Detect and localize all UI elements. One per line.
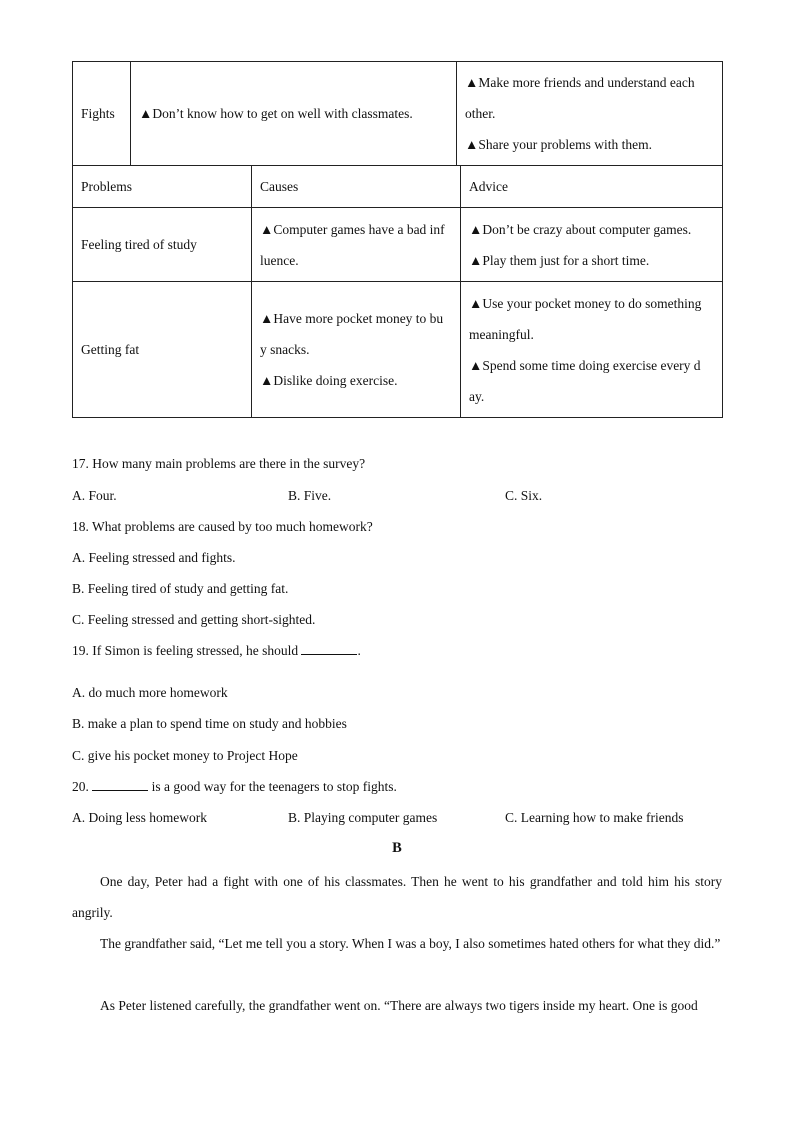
question-17-stem: 17. How many main problems are there in the survey? xyxy=(72,456,366,471)
advice-line: ▲Share your problems with them. xyxy=(465,137,652,152)
advice-cell xyxy=(461,282,723,418)
table-row xyxy=(73,62,723,166)
q17-option-a: A. Four. xyxy=(72,488,117,503)
cause-cell xyxy=(252,282,461,418)
header-advice: Advice xyxy=(461,166,723,208)
section-heading: B xyxy=(392,840,402,856)
answer-blank[interactable] xyxy=(92,777,148,791)
advice-line: meaningful. xyxy=(469,326,534,342)
advice-line: ▲Don’t be crazy about computer games. xyxy=(469,221,692,237)
answer-blank[interactable] xyxy=(301,641,357,655)
table-header-row xyxy=(73,166,723,208)
q19-stem-text: 19. If Simon is feeling stressed, he should xyxy=(72,643,299,658)
advice-line: ay. xyxy=(469,388,485,404)
problem-cell: Fights xyxy=(73,62,131,166)
q20-option-c: C. Learning how to make friends xyxy=(505,810,684,825)
q20-number: 20. xyxy=(72,779,89,794)
cause-line: ▲Dislike doing exercise. xyxy=(260,373,398,388)
q19-option-c: C. give his pocket money to Project Hope xyxy=(72,748,298,763)
q18-option-b: B. Feeling tired of study and getting fat. xyxy=(72,581,289,596)
advice-line: ▲Spend some time doing exercise every d xyxy=(469,357,701,373)
q19-option-b: B. make a plan to spend time on study and hobbies xyxy=(72,716,347,731)
q18-option-a: A. Feeling stressed and fights. xyxy=(72,550,236,565)
advice-line: ▲Use your pocket money to do something xyxy=(469,295,702,311)
fights-table xyxy=(72,61,723,166)
advice-line: ▲Play them just for a short time. xyxy=(469,252,650,268)
q19-stem-end: . xyxy=(357,643,361,658)
cause-line: y snacks. xyxy=(260,342,310,357)
cause-line: luence. xyxy=(260,252,299,268)
question-18-stem: 18. What problems are caused by too much homework? xyxy=(72,519,373,534)
cause-cell: ▲Don’t know how to get on well with classmates. xyxy=(131,62,457,166)
table-row xyxy=(73,208,723,282)
advice-cell xyxy=(457,62,723,166)
header-problems: Problems xyxy=(73,166,252,208)
problems-table xyxy=(72,165,723,418)
q19-option-a: A. do much more homework xyxy=(72,685,228,700)
passage-paragraph: One day, Peter had a fight with one of his classmates. Then he went to his grandfather and told him his story angrily. xyxy=(72,874,722,920)
advice-line: other. xyxy=(465,106,496,121)
q20-option-b: B. Playing computer games xyxy=(288,810,438,825)
header-causes: Causes xyxy=(252,166,461,208)
q18-option-c: C. Feeling stressed and getting short-sighted. xyxy=(72,612,316,627)
cause-cell xyxy=(252,208,461,282)
q20-stem-text: is a good way for the teenagers to stop fights. xyxy=(151,779,397,794)
passage-paragraph: The grandfather said, “Let me tell you a story. When I was a boy, I also sometimes hated others for what they did.” xyxy=(100,936,721,951)
question-19-stem xyxy=(72,641,361,661)
cause-line: ▲Computer games have a bad inf xyxy=(260,221,445,237)
q20-option-a: A. Doing less homework xyxy=(72,810,207,825)
q17-option-c: C. Six. xyxy=(505,488,543,503)
problem-cell: Getting fat xyxy=(73,282,252,418)
advice-cell xyxy=(461,208,723,282)
table-row xyxy=(73,282,723,418)
cause-line: ▲Have more pocket money to bu xyxy=(260,311,444,326)
q17-option-b: B. Five. xyxy=(288,488,332,503)
problem-cell: Feeling tired of study xyxy=(73,208,252,282)
passage-paragraph: As Peter listened carefully, the grandfather went on. “There are always two tigers inside my heart. One is good xyxy=(100,998,698,1013)
advice-line: ▲Make more friends and understand each xyxy=(465,75,695,90)
question-20-stem xyxy=(72,777,397,797)
